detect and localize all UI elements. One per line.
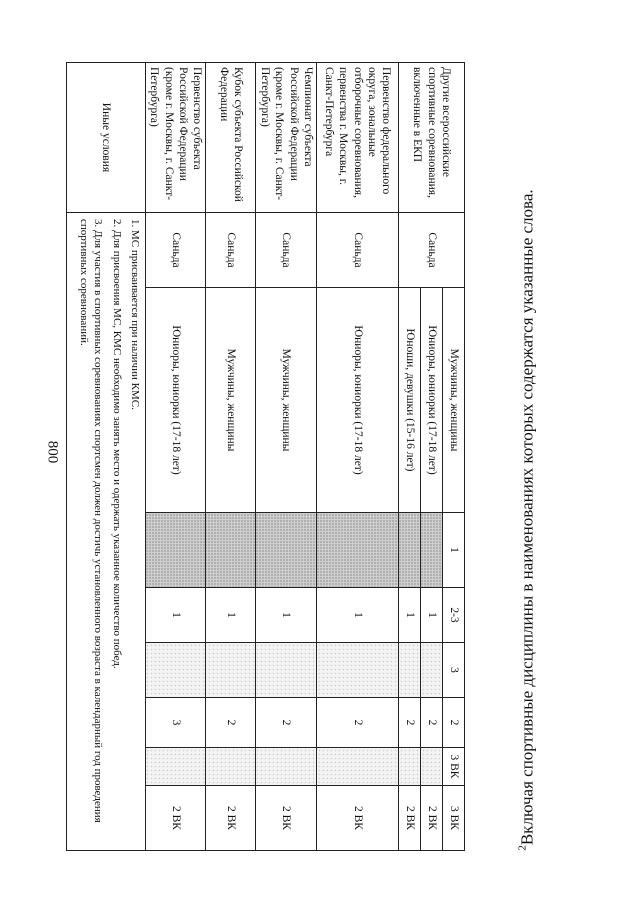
value-cell: 1 xyxy=(399,588,421,643)
table-row xyxy=(256,63,317,851)
note: 3. Для участия в спортивных соревнованиях спортсмен должен достичь установленного возраста в календарный год проведения спортивных соревнований. xyxy=(78,219,105,823)
value-cell xyxy=(421,513,443,588)
value-cell xyxy=(317,643,399,698)
value-cell: 2 ВК xyxy=(421,786,443,851)
discipline-cell: Саньда xyxy=(399,213,465,288)
competition-cell: Чемпионат субъекта Российской Федерации (кроме г. Москвы, г. Санкт-Петербурга) xyxy=(256,63,317,213)
value-cell: 2 ВК xyxy=(399,786,421,851)
value-cell: 2 xyxy=(256,698,317,748)
notes-cell xyxy=(67,213,146,851)
category-cell: Мужчины, женщины xyxy=(443,288,465,513)
value-cell xyxy=(206,748,256,786)
value-cell: 1 xyxy=(421,588,443,643)
category-cell: Юниоры, юниорки (17-18 лет) xyxy=(317,288,399,513)
value-cell: 2 xyxy=(206,698,256,748)
value-cell xyxy=(206,643,256,698)
value-cell: 2 xyxy=(421,698,443,748)
value-cell: 2 xyxy=(399,698,421,748)
discipline-cell: Саньда xyxy=(256,213,317,288)
value-cell xyxy=(317,513,399,588)
value-cell xyxy=(206,513,256,588)
value-cell: 2 ВК xyxy=(256,786,317,851)
place-header: 3 ВК xyxy=(443,786,465,851)
footnote-text: Включая спортивные дисциплины в наименованиях которых содержатся указанные слова. xyxy=(517,189,537,846)
place-header: 1 xyxy=(443,513,465,588)
classification-table xyxy=(66,62,465,851)
value-cell: 1 xyxy=(317,588,399,643)
table-viewport xyxy=(80,62,465,850)
other-conditions-label: Иные условия xyxy=(67,63,146,213)
value-cell: 1 xyxy=(146,588,207,643)
discipline-cell: Саньда xyxy=(206,213,256,288)
category-cell: Юниоры, юниорки (17-18 лет) xyxy=(421,288,443,513)
table-row xyxy=(146,63,207,851)
place-header: 3 xyxy=(443,643,465,698)
note: 2. Для присвоения МС, КМС необходимо занять место и одержать указанное количество побед. xyxy=(110,219,123,669)
value-cell xyxy=(317,748,399,786)
value-cell: 2 ВК xyxy=(146,786,207,851)
place-header: 2 xyxy=(443,698,465,748)
competition-cell: Кубок субъекта Российской Федерации xyxy=(206,63,256,213)
value-cell xyxy=(399,643,421,698)
value-cell xyxy=(146,513,207,588)
discipline-cell: Саньда xyxy=(317,213,399,288)
value-cell: 2 xyxy=(317,698,399,748)
value-cell xyxy=(256,513,317,588)
place-header: 3 ВК xyxy=(443,748,465,786)
value-cell xyxy=(256,643,317,698)
value-cell: 1 xyxy=(256,588,317,643)
value-cell xyxy=(146,748,207,786)
value-cell xyxy=(421,748,443,786)
category-cell: Мужчины, женщины xyxy=(256,288,317,513)
category-cell: Юниоры, юниорки (17-18 лет) xyxy=(146,288,207,513)
competition-cell: Другие всероссийские спортивные соревнования, включенные в ЕКП xyxy=(399,63,465,213)
place-header: 2-3 xyxy=(443,588,465,643)
page-number: 800 xyxy=(44,440,61,464)
footnote xyxy=(517,189,538,850)
table-row xyxy=(206,63,256,851)
competition-cell: Первенство федерального округа, зональные отборочные соревнования, первенства г. Москвы, г. Санкт-Петербурга xyxy=(317,63,399,213)
table-row xyxy=(443,63,465,851)
competition-cell: Первенство субъекта Российской Федерации (кроме г. Москвы, г. Санкт-Петербурга) xyxy=(146,63,207,213)
value-cell xyxy=(256,748,317,786)
discipline-cell: Саньда xyxy=(146,213,207,288)
value-cell xyxy=(146,643,207,698)
table-row xyxy=(67,63,146,851)
table-row xyxy=(317,63,399,851)
value-cell xyxy=(421,643,443,698)
value-cell xyxy=(399,748,421,786)
value-cell: 3 xyxy=(146,698,207,748)
value-cell: 2 ВК xyxy=(206,786,256,851)
note: 1. МС присваивается при наличии КМС. xyxy=(129,219,141,410)
table-rotated xyxy=(80,62,465,850)
category-cell: Мужчины, женщины xyxy=(206,288,256,513)
value-cell: 1 xyxy=(206,588,256,643)
footnote-marker: 2 xyxy=(516,845,529,851)
value-cell: 2 ВК xyxy=(317,786,399,851)
value-cell xyxy=(399,513,421,588)
category-cell: Юноши, девушки (15-16 лет) xyxy=(399,288,421,513)
